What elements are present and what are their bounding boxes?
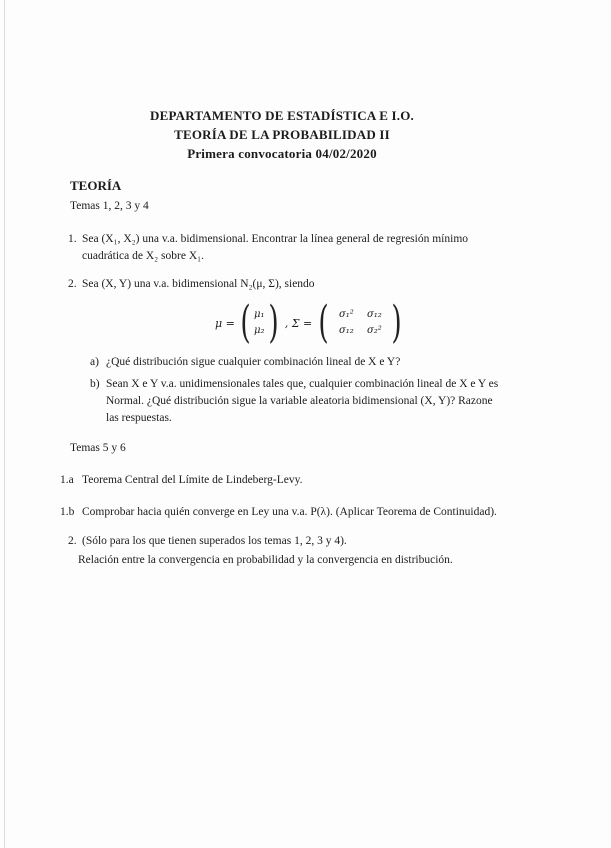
q1b-number: 1.b: [60, 506, 75, 518]
mu-1: μ₁: [254, 309, 265, 320]
q2b-text-line2: Normal. ¿Qué distribución sigue la variable aleatoria bidimensional (X, Y)? Razone: [106, 395, 493, 407]
q1-text-line1: Sea (X₁, X₂) una v.a. bidimensional. Encontrar la línea general de regresión mínimo: [82, 233, 469, 245]
scan-edge: [4, 0, 5, 848]
mu-2: μ₂: [254, 325, 265, 336]
left-paren: (: [240, 297, 251, 348]
temas-1-4-label: Temas 1, 2, 3 y 4: [70, 200, 149, 212]
q2-text-line1: Sea (X, Y) una v.a. bidimensional N₂(μ, Σ), siendo: [82, 278, 315, 290]
sigma-matrix: [315, 297, 405, 348]
department-title: DEPARTAMENTO DE ESTADÍSTICA E I.O.: [150, 108, 414, 123]
q2a-label: a): [90, 356, 99, 368]
temas-5-6-label: Temas 5 y 6: [70, 442, 126, 454]
sigma-12: σ₁₂: [366, 309, 382, 320]
q2-temas56-line2: Relación entre la convergencia en probabilidad y la convergencia en distribución.: [78, 554, 453, 566]
q2-number: 2.: [68, 278, 77, 290]
q2a-text: ¿Qué distribución sigue cualquier combinación lineal de X e Y?: [106, 356, 401, 368]
parameters-formula: [215, 298, 406, 348]
q1b-text: Comprobar hacia quién converge en Ley una v.a. P(λ). (Aplicar Teorema de Continuidad).: [82, 506, 497, 518]
sigma-11: σ₁²: [338, 309, 354, 320]
q2b-label: b): [90, 378, 100, 390]
q2b-text-line3: las respuestas.: [106, 412, 172, 424]
q1-number: 1.: [68, 233, 77, 245]
sigma-21: σ₁₂: [338, 325, 354, 336]
q1a-number: 1.a: [60, 474, 74, 486]
mu-vector: [237, 297, 282, 348]
q1-text-line2: cuadrática de X₂ sobre X₁.: [82, 250, 205, 262]
right-paren: ): [391, 297, 403, 348]
sigma-label: , Σ =: [284, 316, 313, 330]
mu-label: μ =: [215, 316, 235, 330]
section-teoria-title: TEORÍA: [70, 178, 122, 193]
left-paren: (: [318, 297, 329, 348]
course-title: TEORÍA DE LA PROBABILIDAD II: [174, 127, 390, 142]
sigma-22: σ₂²: [366, 325, 382, 336]
right-paren: ): [267, 297, 279, 348]
q2-temas56-number: 2.: [68, 535, 77, 547]
q2b-text-line1: Sean X e Y v.a. unidimensionales tales que, cualquier combinación lineal de X e Y es: [106, 378, 499, 390]
q1a-text: Teorema Central del Límite de Lindeberg-Levy.: [82, 474, 303, 486]
q2-temas56-line1: (Sólo para los que tienen superados los temas 1, 2, 3 y 4).: [82, 535, 347, 547]
exam-date: Primera convocatoria 04/02/2020: [187, 146, 377, 161]
